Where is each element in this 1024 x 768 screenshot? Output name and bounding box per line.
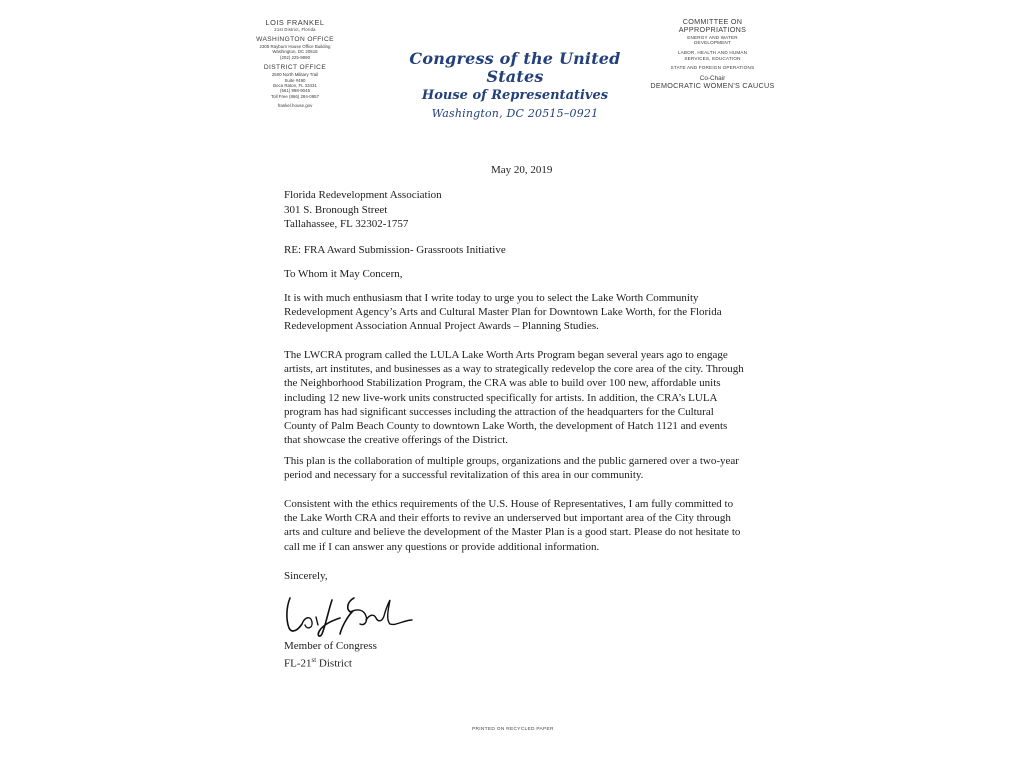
letter-page	[240, 0, 785, 768]
representative-name: LOIS FRANKEL	[265, 18, 325, 27]
salutation: To Whom it May Concern,	[284, 268, 403, 280]
body-paragraph: Consistent with the ethics requirements of the U.S. House of Representatives, I am fully committed to the Lake Worth CRA and their efforts to revive an underserved but important area of the City through arts and culture and believe the development of the Master Plan is a good start. Please do not hesitate to call me if I can answer any questions or provide additional information.	[284, 498, 741, 553]
body-paragraph: The LWCRA program called the LULA Lake Worth Arts Program began several years ago to engage artists, art institutes, and businesses as a way to strategically redevelop the core area of the city. Through the Neighborhood Stabilization Program, the CRA was able to build over 100 new, affordable units including 12 new live-work units constructed specifically for artists. In addition, the CRA’s LULA program has had significant successes including the attraction of the headquarters for the Cultural County of Palm Beach County to downtown Lake Worth, the development of Hatch 1121 and events that showcase the creative offerings of the District.	[284, 349, 744, 447]
district-office-line: (561) 998-9045	[279, 88, 311, 94]
washington-office-line: 2305 Rayburn House Office Building	[259, 44, 331, 49]
district-office-line: 2500 North Military Trail	[271, 72, 319, 78]
district-office-line: Suite #490	[284, 77, 306, 83]
washington-address: Washington, DC 20515–0921	[431, 107, 599, 120]
subcommittee-line: SERVICES, EDUCATION	[684, 55, 741, 61]
district-office-line: Toll Free (866) 284-0957	[270, 93, 320, 99]
cochair-label: Co-Chair	[699, 74, 726, 82]
subject-line: RE: FRA Award Submission- Grassroots Initiative	[284, 244, 506, 256]
committee-heading: COMMITTEE ON	[682, 17, 743, 26]
washington-office-heading: WASHINGTON OFFICE	[256, 36, 334, 43]
congress-title: Congress of the United States	[409, 49, 621, 86]
letter-date: May 20, 2019	[491, 164, 553, 176]
body-paragraph: It is with much enthusiasm that I write today to urge you to select the Lake Worth Community Redevelopment Agency’s Arts and Cultural Master Plan for Downtown Lake Worth, for the Florida Redevelopment Association Annual Project Awards – Planning Studies.	[284, 292, 722, 333]
house-title: House of Representatives	[421, 88, 609, 103]
subcommittee-line: DEVELOPMENT	[694, 40, 731, 46]
recipient-line: Florida Redevelopment Association	[284, 189, 442, 201]
member-of-congress-text: Member of Congress	[284, 640, 377, 652]
caucus-name: DEMOCRATIC WOMEN'S CAUCUS	[650, 81, 775, 91]
recycled-paper-note: PRINTED ON RECYCLED PAPER	[472, 727, 554, 732]
signer-title	[284, 639, 377, 671]
letterhead-left-column	[240, 18, 350, 109]
district-office-line: Boca Raton, FL 33431	[273, 83, 317, 89]
committee-name: APPROPRIATIONS	[678, 25, 747, 35]
letterhead-right-column	[640, 18, 785, 91]
subcommittee-line: ENERGY AND WATER	[687, 34, 738, 40]
district-office-heading: DISTRICT OFFICE	[263, 64, 327, 72]
subcommittee-line: LABOR, HEALTH AND HUMAN	[677, 50, 748, 55]
representative-district: 21st District, Florida	[274, 27, 316, 32]
recipient-address	[284, 188, 442, 232]
recipient-line: Tallahassee, FL 32302-1757	[284, 218, 409, 230]
signer-district-text: FL-21st District	[284, 656, 352, 670]
body-paragraph: This plan is the collaboration of multiple groups, organizations and the public garnered over a two-year period and necessary for a successful revitalization of this area in our community.	[284, 455, 739, 482]
handwritten-signature	[280, 590, 420, 640]
subcommittee-line: STATE AND FOREIGN OPERATIONS	[670, 65, 755, 71]
website-text: frankel.house.gov	[277, 103, 313, 109]
washington-office-line: Washington, DC 20515	[272, 49, 318, 55]
closing: Sincerely,	[284, 570, 328, 582]
washington-office-line: (202) 225-9890	[279, 54, 311, 60]
recipient-line: 301 S. Bronough Street	[284, 203, 388, 216]
letterhead-seal-text	[390, 50, 640, 122]
